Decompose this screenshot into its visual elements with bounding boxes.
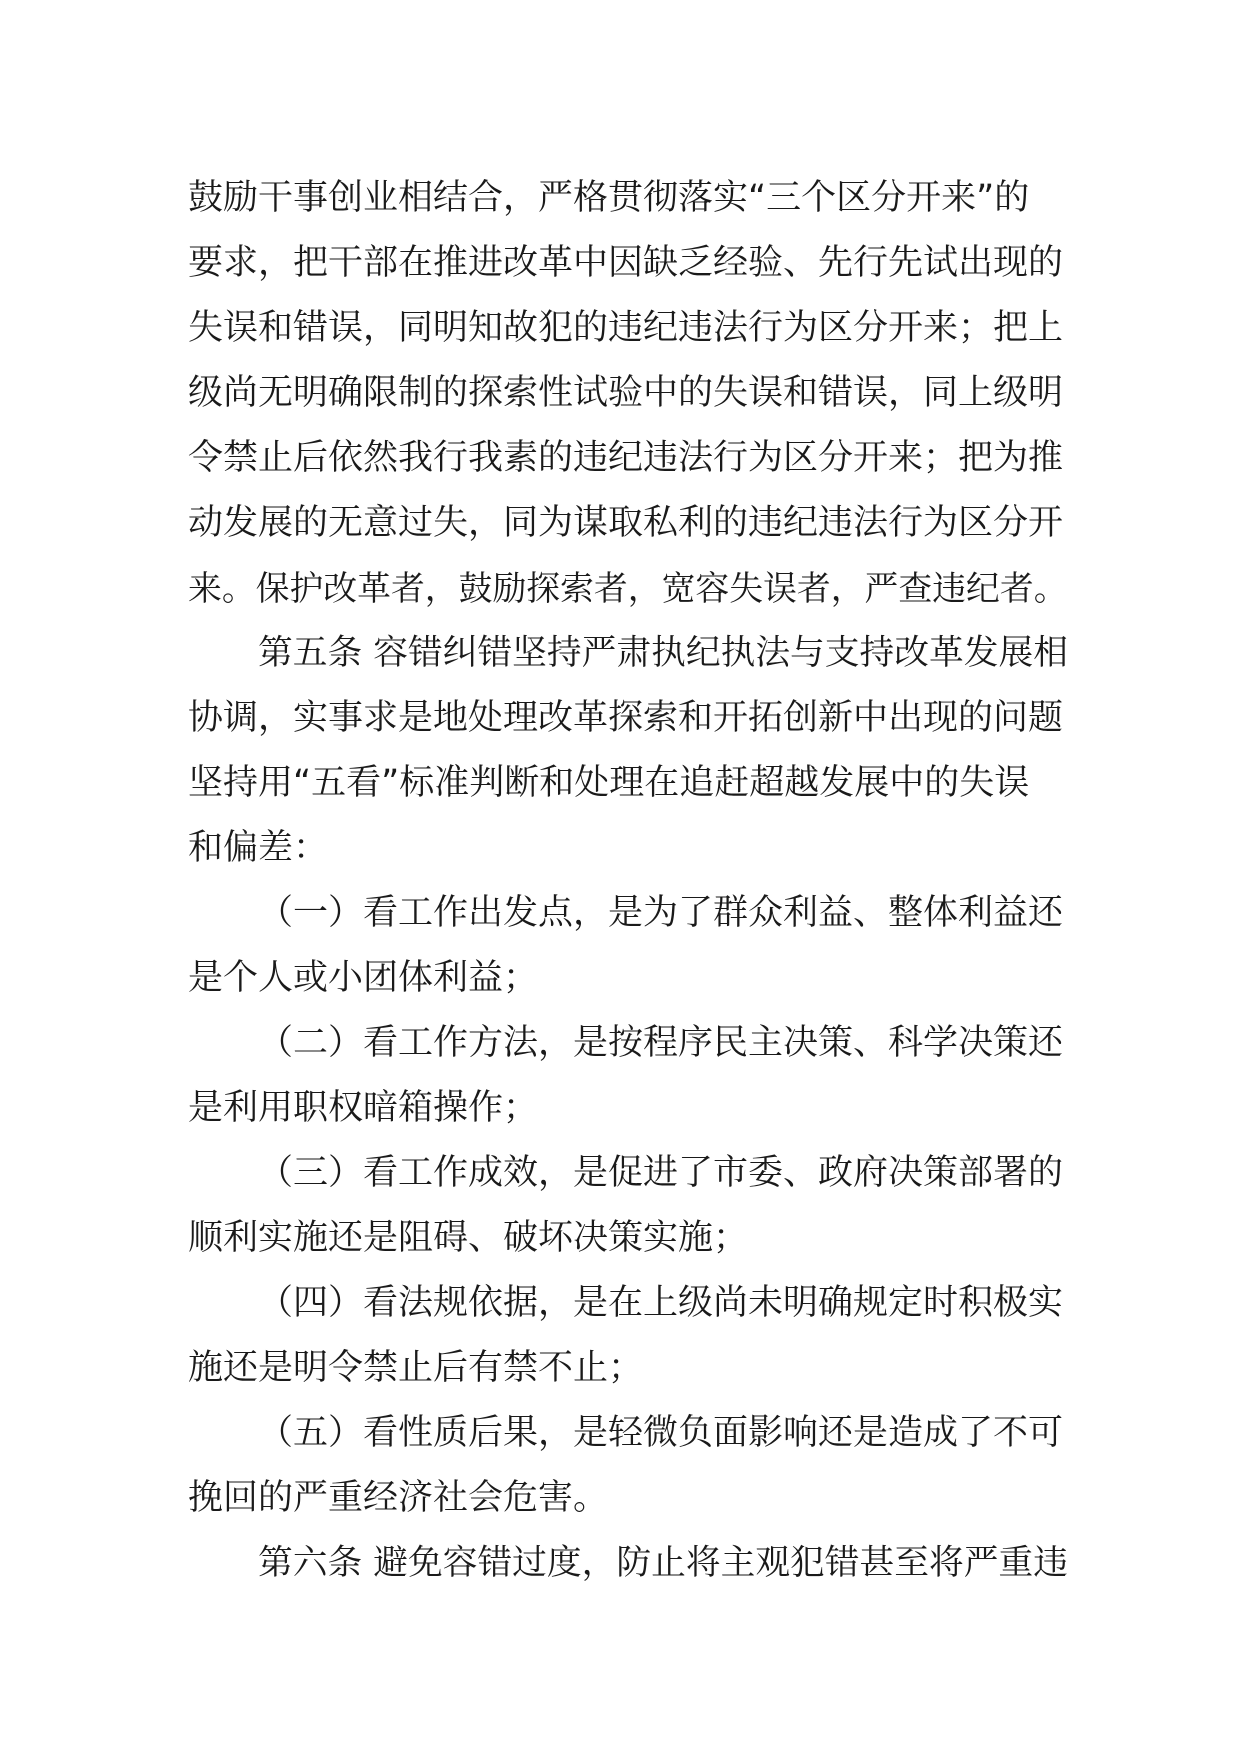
text-line: （四）看法规依据，是在上级尚未明确规定时积极实 xyxy=(258,1283,1064,1323)
document-body xyxy=(188,166,1068,1596)
text-line: 失误和错误，同明知故犯的违纪违法行为区分开来；把上 xyxy=(188,308,1064,348)
text-line: （二）看工作方法，是按程序民主决策、科学决策还 xyxy=(258,1023,1064,1063)
text-line: 级尚无明确限制的探索性试验中的失误和错误，同上级明 xyxy=(188,373,1064,413)
text-line: 要求，把干部在推进改革中因缺乏经验、先行先试出现的 xyxy=(188,243,1064,283)
text-line: 坚持用“五看”标准判断和处理在追赶超越发展中的失误 xyxy=(188,763,1030,803)
text-line: 和偏差： xyxy=(188,828,329,868)
text-line: （五）看性质后果，是轻微负面影响还是造成了不可 xyxy=(258,1413,1064,1453)
text-line: 是个人或小团体利益； xyxy=(188,958,539,998)
text-line: 施还是明令禁止后有禁不止； xyxy=(188,1348,644,1388)
text-line: 令禁止后依然我行我素的违纪违法行为区分开来；把为推 xyxy=(188,438,1064,478)
text-line: 是利用职权暗箱操作； xyxy=(188,1088,539,1128)
text-line: 来。保护改革者，鼓励探索者，宽容失误者，严查违纪者。 xyxy=(188,569,1068,608)
text-line: （一）看工作出发点，是为了群众利益、整体利益还 xyxy=(258,893,1064,933)
text-line: 挽回的严重经济社会危害。 xyxy=(188,1478,609,1518)
text-line: 协调，实事求是地处理改革探索和开拓创新中出现的问题 xyxy=(188,698,1064,738)
text-line: 第六条 避免容错过度，防止将主观犯错甚至将严重违 xyxy=(258,1543,1068,1583)
text-line: （三）看工作成效，是促进了市委、政府决策部署的 xyxy=(258,1153,1064,1193)
text-line: 鼓励干事创业相结合，严格贯彻落实“三个区分开来”的 xyxy=(188,178,1030,218)
text-line: 动发展的无意过失，同为谋取私利的违纪违法行为区分开 xyxy=(188,503,1064,543)
text-line: 第五条 容错纠错坚持严肃执纪执法与支持改革发展相 xyxy=(258,633,1068,673)
text-line: 顺利实施还是阻碍、破坏决策实施； xyxy=(188,1218,749,1258)
